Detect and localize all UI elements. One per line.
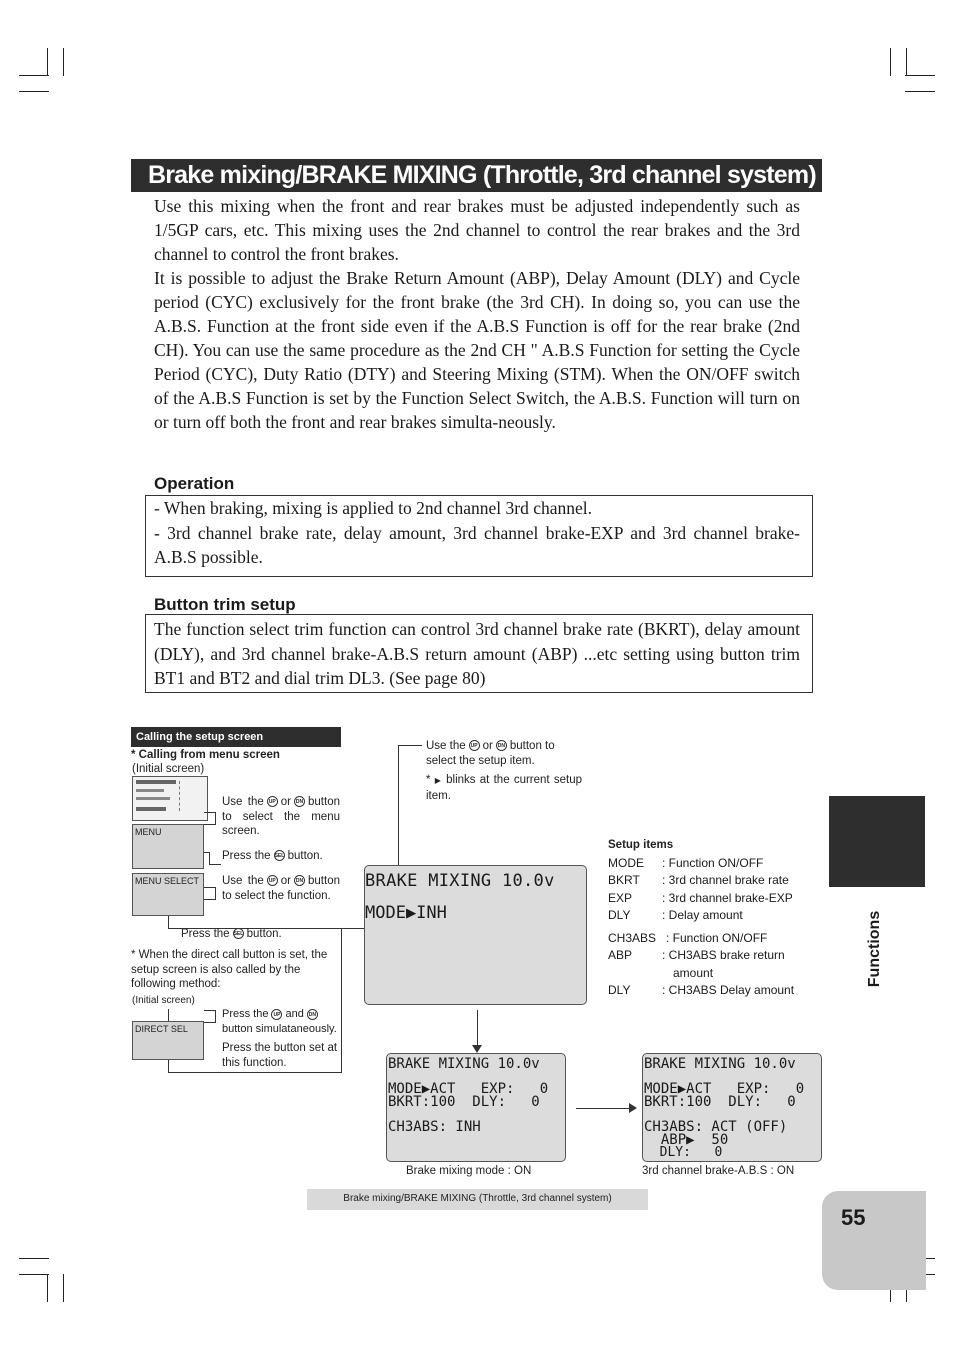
- crop-mark: [19, 75, 49, 76]
- crop-mark: [19, 91, 49, 92]
- intro-paragraph: It is possible to adjust the Brake Return Amount (ABP), Delay Amount (DLY) and Cycle period (CYC) exclusively for the front brake (the 3rd CH). In doing so, you can use the A.B.S. Function at the front side even if the A.B.S Function is off for the rear brake (2nd CH). You can use the same procedure as the 2nd CH " A.B.S Function for setting the Cycle Period (CYC), Duty Ratio (DTY) and Steering Mixing (STM). When the ON/OFF switch of the A.B.S Function is set by the Function Select Switch, the A.B.S. Function will turn on or turn off both the front and rear brakes simulta-neously.: [154, 268, 800, 432]
- intro-text: [154, 194, 800, 434]
- down-button-icon: DN: [294, 796, 305, 807]
- connector-line: [209, 864, 221, 865]
- setup-item-val: : 3rd channel brake rate: [662, 873, 789, 887]
- flow-arrow-head: [629, 1103, 637, 1113]
- setup-item-row: [673, 966, 713, 980]
- connector-line: [204, 1022, 216, 1023]
- up-button-icon: UP: [271, 1009, 282, 1020]
- connector-line: [168, 916, 169, 928]
- connector-line: [204, 899, 216, 900]
- thumb-line: [136, 780, 176, 784]
- setup-item-row: [662, 908, 743, 922]
- note-text: button to select the setup item.: [426, 740, 555, 767]
- setup-item-row: [662, 948, 785, 962]
- footer-caption: Brake mixing/BRAKE MIXING (Throttle, 3rd channel system): [343, 1193, 612, 1204]
- lcd-on-line: MODE▶ACT EXP: 0: [388, 1081, 549, 1097]
- step-text: button to select the function.: [222, 875, 340, 902]
- connector-line: [215, 887, 216, 899]
- setup-item-val: : Function ON/OFF: [666, 931, 768, 945]
- menu-screen: [132, 824, 204, 869]
- side-tab-label: Functions: [866, 910, 883, 988]
- crop-mark: [63, 1274, 64, 1302]
- button-trim-text: The function select trim function can control 3rd channel brake rate (BKRT), delay amount (DLY), and 3rd channel brake-A.B.S return amount (ABP) ...etc setting using button trim BT1 and BT2 and dial trim DL3. (See page 80): [154, 619, 800, 688]
- setup-item-row: [608, 856, 644, 870]
- sel-button-icon: SEL: [233, 928, 244, 939]
- lcd-abs-line: MODE▶ACT EXP: 0: [644, 1081, 805, 1097]
- connector-line: [215, 812, 216, 824]
- menu-select-label: MENU SELECT: [135, 876, 200, 886]
- down-button-icon: DN: [307, 1009, 318, 1020]
- note-text: Use the: [426, 740, 466, 752]
- up-button-icon: UP: [469, 740, 480, 751]
- step-text: Press the: [181, 928, 230, 940]
- setup-item-row: [608, 908, 630, 922]
- note-text: blinks at the current setup item.: [426, 774, 582, 802]
- up-button-icon: UP: [267, 796, 278, 807]
- lcd-on-line: CH3ABS: INH: [388, 1119, 481, 1135]
- setup-item-row: [662, 891, 793, 905]
- connector-line: [209, 852, 210, 864]
- thumb-line: [179, 781, 202, 811]
- setup-item-note: [426, 739, 586, 768]
- lcd-on-caption: Brake mixing mode : ON: [406, 1165, 532, 1177]
- setup-item-val: amount: [673, 966, 714, 980]
- setup-item-val: : CH3ABS Delay amount: [662, 983, 795, 997]
- thumb-line: [136, 807, 166, 811]
- setup-item-row: [608, 873, 640, 887]
- lcd-abs-line: ABP▶ 50: [644, 1132, 729, 1148]
- crop-mark: [890, 48, 891, 76]
- connector-line: [168, 1009, 169, 1021]
- initial-screen-thumbnail: [132, 776, 208, 821]
- note-text: *: [426, 774, 431, 786]
- step-text: Use the: [222, 796, 264, 808]
- menu-select-screen: [132, 873, 204, 916]
- lcd-abs-line: CH3ABS: ACT (OFF): [644, 1119, 788, 1135]
- lcd-abs-line: BRAKE MIXING 10.0v: [644, 1056, 796, 1072]
- calling-header: Calling the setup screen: [136, 731, 264, 743]
- lcd-on-line: BRAKE MIXING 10.0v: [388, 1056, 540, 1072]
- down-button-icon: DN: [294, 875, 305, 886]
- crop-mark: [63, 48, 64, 76]
- operation-line: - When braking, mixing is applied to 2nd channel 3rd channel.: [154, 498, 593, 518]
- setup-item-row: [662, 873, 789, 887]
- setup-item-key: DLY: [608, 908, 631, 922]
- step-text: Press the: [222, 1008, 269, 1020]
- up-button-icon: UP: [267, 875, 278, 886]
- setup-item-row: [608, 891, 632, 905]
- step-text: or: [280, 875, 292, 887]
- page-title: Brake mixing/BRAKE MIXING (Throttle, 3rd channel system): [148, 161, 816, 189]
- setup-item-val: : 3rd channel brake-EXP: [662, 891, 793, 905]
- operation-text: [154, 496, 800, 570]
- sel-button-icon: SEL: [274, 850, 285, 861]
- direct-sel-label: DIRECT SEL: [135, 1024, 188, 1034]
- flow-arrow-head: [472, 1045, 482, 1053]
- step-text: or: [280, 796, 292, 808]
- side-tab-block: [829, 796, 925, 887]
- connector-line: [341, 928, 342, 1073]
- setup-item-key: MODE: [608, 856, 644, 870]
- crop-mark: [906, 48, 907, 76]
- setup-item-row: [662, 983, 794, 997]
- flow-arrow: [576, 1108, 630, 1109]
- thumb-line: [136, 797, 170, 800]
- lcd-abs-line: DLY: 0: [644, 1145, 723, 1160]
- connector-line: [168, 1060, 169, 1072]
- step-text: button simulataneously.: [222, 1022, 337, 1035]
- step-press-direct: Press the button set at this function.: [222, 1042, 338, 1069]
- step-text: button.: [246, 928, 282, 940]
- main-lcd-line: MODE▶INH: [365, 903, 447, 923]
- crop-mark: [47, 1274, 48, 1302]
- main-lcd-line: BRAKE MIXING 10.0v: [365, 871, 555, 891]
- direct-sel-screen: [132, 1021, 204, 1060]
- step-select-menu: [222, 795, 340, 839]
- step-text: button to select the menu screen.: [222, 796, 340, 837]
- button-trim-heading: Button trim setup: [154, 595, 296, 614]
- setup-item-key: DLY: [608, 983, 631, 997]
- thumb-line: [136, 789, 164, 792]
- setup-item-row: [608, 948, 632, 962]
- calling-from-menu: * Calling from menu screen: [131, 749, 280, 761]
- operation-heading: Operation: [154, 474, 235, 493]
- connector-line: [168, 1072, 342, 1073]
- setup-item-row: [608, 983, 630, 997]
- lcd-abs-caption: 3rd channel brake-A.B.S : ON: [642, 1165, 795, 1177]
- step-text: Use the: [222, 875, 264, 887]
- crop-mark: [19, 1258, 49, 1259]
- setup-item-key: ABP: [608, 948, 633, 962]
- setup-item-row: [662, 856, 763, 870]
- connector-line: [204, 824, 216, 825]
- connector-line: [215, 1010, 216, 1022]
- step-press-up-dn: [222, 1007, 342, 1036]
- setup-item-key: CH3ABS: [608, 931, 657, 945]
- setup-items-heading: Setup items: [608, 839, 674, 851]
- page-number-tab: [822, 1191, 926, 1290]
- note-text: or: [482, 740, 493, 752]
- setup-item-row: [608, 931, 656, 945]
- cursor-arrow-icon: ▶: [434, 776, 442, 785]
- crop-mark: [19, 1274, 49, 1275]
- step-text: Press the: [222, 850, 271, 862]
- setup-item-key: BKRT: [608, 873, 640, 887]
- setup-item-val: : Delay amount: [662, 908, 743, 922]
- down-button-icon: DN: [496, 740, 507, 751]
- initial-screen-label-2: (Initial screen): [132, 995, 195, 1006]
- setup-item-val: : Function ON/OFF: [662, 856, 764, 870]
- crop-mark: [905, 75, 935, 76]
- direct-call-note: * When the direct call button is set, the setup screen is also called by the following method:: [131, 949, 328, 990]
- lcd-on-line: BKRT:100 DLY: 0: [388, 1094, 540, 1110]
- setup-item-val: : CH3ABS brake return: [662, 948, 785, 962]
- blink-note: [426, 773, 582, 803]
- initial-screen-label: (Initial screen): [132, 763, 205, 775]
- intro-paragraph: Use this mixing when the front and rear brakes must be adjusted independently such as 1/5GP cars, etc. This mixing uses the 2nd channel to control the rear brakes and the 3rd channel to control the front brakes.: [154, 196, 800, 264]
- setup-item-row: [666, 931, 767, 945]
- page-number: 55: [841, 1205, 866, 1230]
- connector-line: [341, 928, 365, 929]
- lcd-abs-line: BKRT:100 DLY: 0: [644, 1094, 796, 1110]
- step-select-function: [222, 874, 340, 903]
- crop-mark: [47, 48, 48, 76]
- operation-line: - 3rd channel brake rate, delay amount, 3rd channel brake-EXP and 3rd channel brake-A.B.S possible.: [154, 522, 800, 567]
- crop-mark: [905, 91, 935, 92]
- pointer-line: [398, 745, 422, 746]
- flow-arrow: [477, 1010, 478, 1046]
- step-text: button.: [287, 850, 323, 862]
- step-text: and: [285, 1008, 304, 1020]
- menu-screen-label: MENU: [135, 827, 162, 837]
- step-press-sel: [222, 849, 340, 864]
- setup-item-key: EXP: [608, 891, 633, 905]
- step-press-sel-2: [181, 927, 341, 942]
